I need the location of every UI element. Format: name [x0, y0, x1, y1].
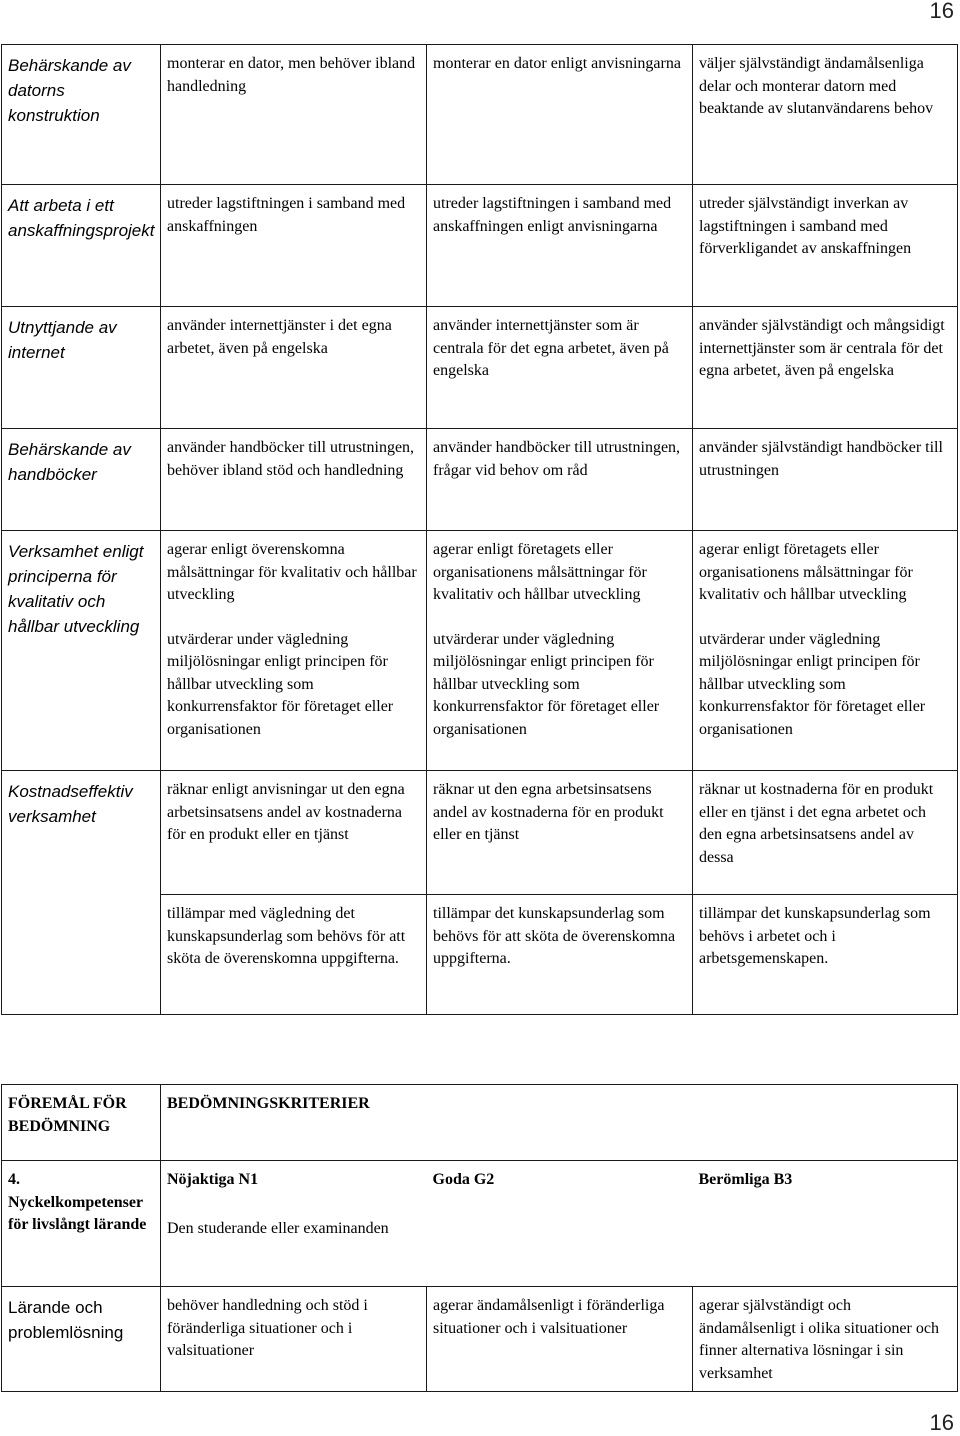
b3-cell: [693, 45, 958, 185]
criteria-row: [2, 895, 958, 1015]
n1-text: monterar en dator, men behöver ibland handledning: [167, 55, 416, 95]
g2-text: räknar ut den egna arbetsinsatsens andel av kostnaderna för en produkt eller en tjänst: [433, 781, 664, 843]
grade-b3-label: Berömliga B3: [698, 1171, 793, 1188]
b3-text: agerar självständigt och ändamålsenligt i olika situationer och finner alternativa lösningar i sin verksamhet: [699, 1297, 939, 1382]
b3-text: använder självständigt och mångsidigt internettjänster som är centrala för det egna arbetet, även på engelska: [699, 317, 945, 379]
header-row: [2, 1085, 958, 1161]
g2-text: utvärderar under vägledning miljölösningar enligt principen för hållbar utveckling som konkurrensfaktor för företaget eller organisationen: [433, 630, 660, 738]
criterion-cell: [2, 185, 161, 307]
b3-cell: [693, 531, 958, 771]
assessment-table-key-competences: [1, 1084, 958, 1392]
b3-text: tillämpar det kunskapsunderlag som behövs i arbetet och i arbetsgemenskapen.: [699, 905, 931, 967]
criterion-text: Verksamhet enligt principerna för kvalitativ och hållbar utveckling: [8, 542, 144, 636]
criterion-cell: [2, 1287, 161, 1392]
b3-cell: [693, 1287, 958, 1392]
criterion-text: Behärskande av datorns konstruktion: [8, 56, 131, 125]
g2-text: använder handböcker till utrustningen, frågar vid behov om råd: [433, 439, 681, 479]
n1-text: agerar enligt överenskomna målsättningar för kvalitativ och hållbar utveckling: [167, 541, 417, 603]
n1-cell: [161, 895, 427, 1015]
n1-text: räknar enligt anvisningar ut den egna arbetsinsatsens andel av kostnaderna för en produkt eller en tjänst: [167, 781, 405, 843]
grade-n1-cell: [161, 1161, 427, 1287]
criteria-row: [2, 1287, 958, 1392]
subject-line: Den studerande eller examinanden: [167, 1219, 389, 1237]
page-number-bottom: 16: [929, 1410, 954, 1435]
g2-cell: [427, 45, 693, 185]
grade-row: [2, 1161, 958, 1287]
b3-text: utvärderar under vägledning miljölösningar enligt principen för hållbar utveckling som konkurrensfaktor för företaget eller organisationen: [699, 630, 926, 738]
n1-text: använder internettjänster i det egna arbetet, även på engelska: [167, 317, 392, 357]
g2-cell: [427, 531, 693, 771]
g2-text: använder internettjänster som är centrala för det egna arbetet, även på engelska: [433, 317, 669, 379]
section-title: 4. Nyckelkompetenser för livslångt lärande: [8, 1171, 147, 1233]
b3-text: räknar ut kostnaderna för en produkt eller en tjänst i det egna arbetet och den egna arbetsinsatsens andel av dessa: [699, 781, 934, 866]
criteria-row: [2, 429, 958, 531]
criterion-text: Lärande och problemlösning: [8, 1298, 124, 1342]
assessment-table-upper: [1, 44, 958, 1015]
criterion-cell: [2, 531, 161, 771]
criterion-cell: [2, 895, 161, 1015]
b3-cell: [693, 185, 958, 307]
assessment-table-upper-body: [2, 45, 958, 1015]
page-number-top: 16: [929, 0, 954, 23]
criterion-cell: [2, 429, 161, 531]
g2-cell: [427, 771, 693, 895]
b3-cell: [693, 307, 958, 429]
n1-cell: [161, 531, 427, 771]
g2-text: agerar ändamålsenligt i föränderliga situationer och i valsituationer: [433, 1297, 665, 1337]
b3-cell: [693, 771, 958, 895]
g2-text: monterar en dator enligt anvisningarna: [433, 55, 681, 72]
header-object-cell: [2, 1085, 161, 1161]
b3-cell: [693, 429, 958, 531]
header-criteria-cell: [161, 1085, 958, 1161]
grade-n1-label: Nöjaktiga N1: [167, 1171, 259, 1188]
g2-cell: [427, 895, 693, 1015]
g2-cell: [427, 307, 693, 429]
n1-cell: [161, 1287, 427, 1392]
b3-text: agerar enligt företagets eller organisationens målsättningar för kvalitativ och hållbar utveckling: [699, 541, 913, 603]
n1-text: behöver handledning och stöd i föränderliga situationer och i valsituationer: [167, 1297, 368, 1359]
n1-text: tillämpar med vägledning det kunskapsunderlag som behövs för att sköta de överenskomna uppgifterna.: [167, 905, 406, 967]
grade-g2-label: Goda G2: [432, 1171, 495, 1188]
grade-g2-cell: [427, 1161, 693, 1287]
b3-text: utreder självständigt inverkan av lagstiftningen i samband med förverkligandet av anskaffningen: [699, 195, 912, 257]
criteria-row: [2, 771, 958, 895]
grade-b3-cell: [693, 1161, 958, 1287]
header-object-text: FÖREMÅL FÖR BEDÖMNING: [8, 1095, 127, 1135]
n1-cell: [161, 45, 427, 185]
n1-cell: [161, 307, 427, 429]
n1-cell: [161, 185, 427, 307]
b3-text: väljer självständigt ändamålsenliga delar och monterar datorn med beaktande av slutanvändarens behov: [699, 55, 934, 117]
section-title-cell: [2, 1161, 161, 1287]
criteria-row: [2, 185, 958, 307]
b3-cell: [693, 895, 958, 1015]
criterion-text: Behärskande av handböcker: [8, 440, 131, 484]
criterion-cell: [2, 307, 161, 429]
g2-text: utreder lagstiftningen i samband med anskaffningen enligt anvisningarna: [433, 195, 672, 235]
g2-cell: [427, 429, 693, 531]
b3-text: använder självständigt handböcker till utrustningen: [699, 439, 943, 479]
criterion-cell: [2, 771, 161, 895]
n1-text: utvärderar under vägledning miljölösningar enligt principen för hållbar utveckling som konkurrensfaktor för företaget eller organisationen: [167, 630, 394, 738]
header-criteria-text: BEDÖMNINGSKRITERIER: [167, 1095, 370, 1112]
g2-cell: [427, 1287, 693, 1392]
criteria-row: [2, 307, 958, 429]
g2-text: tillämpar det kunskapsunderlag som behövs för att sköta de överenskomna uppgifterna.: [433, 905, 676, 967]
criterion-text: Att arbeta i ett anskaffningsprojekt: [8, 196, 155, 240]
n1-cell: [161, 429, 427, 531]
g2-cell: [427, 185, 693, 307]
n1-cell: [161, 771, 427, 895]
criteria-row: [2, 45, 958, 185]
criterion-text: Kostnadseffektiv verksamhet: [8, 782, 133, 826]
n1-text: utreder lagstiftningen i samband med anskaffningen: [167, 195, 406, 235]
criterion-cell: [2, 45, 161, 185]
criteria-row: [2, 531, 958, 771]
criterion-text: Utnyttjande av internet: [8, 318, 117, 362]
g2-text: agerar enligt företagets eller organisationens målsättningar för kvalitativ och hållbar utveckling: [433, 541, 647, 603]
n1-text: använder handböcker till utrustningen, behöver ibland stöd och handledning: [167, 439, 415, 479]
